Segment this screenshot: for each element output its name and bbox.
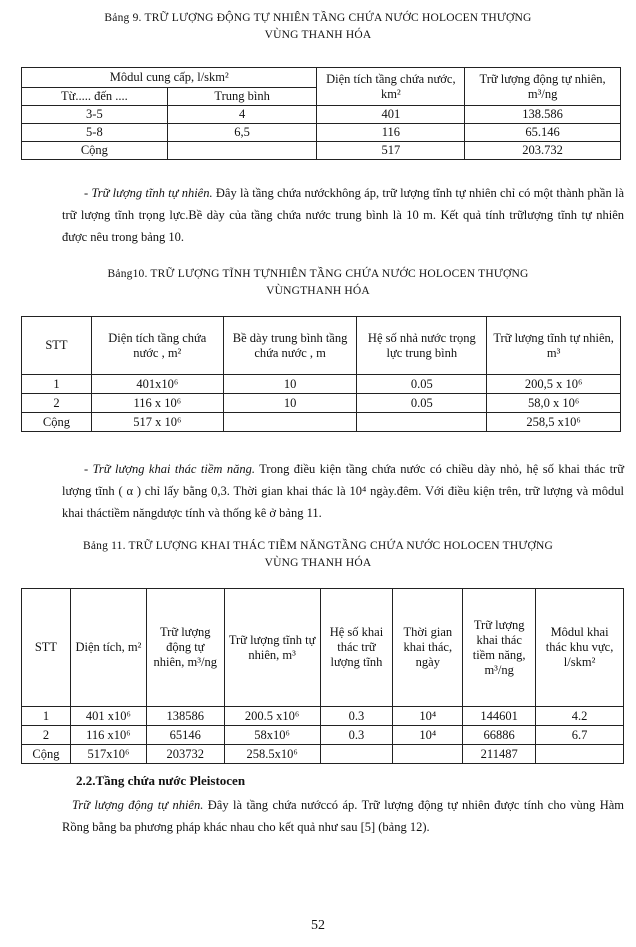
- table10-cell: 401x10⁶: [91, 375, 223, 394]
- paragraph-potential-reserve: [62, 458, 624, 524]
- table9-cell: 6,5: [167, 124, 317, 142]
- page-number: 52: [311, 918, 325, 933]
- table11-header-dynamic: Trữ lượng động tự nhiên, m³/ng: [146, 589, 224, 707]
- table11-caption-line1: Bảng 11. TRỮ LƯỢNG KHAI THÁC TIỀM NĂNGTẦNG CHỨA NƯỚC HOLOCEN THƯỢNG: [82, 540, 554, 552]
- table11-cell: Cộng: [22, 745, 71, 764]
- table9-cell: [167, 142, 317, 160]
- table10-header-reserve: Trữ lượng tĩnh tự nhiên, m³: [487, 317, 621, 375]
- table9-cell: 4: [167, 106, 317, 124]
- table-row: [22, 124, 621, 142]
- table11-cell: 258.5x10⁶: [224, 745, 320, 764]
- table9-header-reserve: Trữ lượng động tự nhiên, m³/ng: [465, 68, 621, 106]
- table10-cell: 258,5 x10⁶: [487, 413, 621, 432]
- table10-cell: [223, 413, 357, 432]
- table11-cell: 4.2: [536, 707, 624, 726]
- table-row: [22, 745, 624, 764]
- table11-caption: [0, 538, 636, 572]
- table10-header-thickness: Bề dày trung bình tầng chứa nước , m: [223, 317, 357, 375]
- table10-caption-line1: Bảng10. TRỮ LƯỢNG TĨNH TỰNHIÊN TẦNG CHỨA NƯỚC HOLOCEN THƯỢNG: [107, 268, 529, 280]
- table11-header-coef: Hệ số khai thác trữ lượng tĩnh: [320, 589, 393, 707]
- table10-cell: 116 x 10⁶: [91, 394, 223, 413]
- paragraph-pleistocene: [62, 794, 624, 838]
- table9-cell: 203.732: [465, 142, 621, 160]
- table11-cell: 10⁴: [393, 707, 463, 726]
- table11-caption-line2: VÙNG THANH HÓA: [264, 557, 372, 569]
- table11-header-potential: Trữ lượng khai thác tiềm năng, m³/ng: [463, 589, 536, 707]
- table11-cell: 116 x10⁶: [70, 726, 146, 745]
- table10-caption: [0, 266, 636, 300]
- table11-cell: 10⁴: [393, 726, 463, 745]
- table-row: [22, 375, 621, 394]
- table11-cell: 401 x10⁶: [70, 707, 146, 726]
- table-row: [22, 106, 621, 124]
- table9: [21, 67, 621, 160]
- paragraph-text: Trong điều kiện tầng chứa nước có chiều dày nhỏ, hệ số khai thác trữ lượng tĩnh ( α ) chỉ lấy bằng 0,3. Thời gian khai thác là 10⁴ ngày.đêm. Với điều kiện trên, trữ lượng và môdul khai tháctiềm năngdược tính và thống kê ở bảng 11.: [62, 462, 624, 520]
- table11-cell: 65146: [146, 726, 224, 745]
- table11-cell: [536, 745, 624, 764]
- section-heading: 2.2.Tầng chứa nước Pleistocen: [76, 773, 246, 788]
- table11-cell: 0.3: [320, 707, 393, 726]
- table11-cell: 1: [22, 707, 71, 726]
- table9-cell: 138.586: [465, 106, 621, 124]
- table9-cell: 116: [317, 124, 465, 142]
- table11-cell: [393, 745, 463, 764]
- table11-header-time: Thời gian khai thác, ngày: [393, 589, 463, 707]
- table-row: [22, 142, 621, 160]
- table10-cell: [357, 413, 487, 432]
- table9-header-modul: Môdul cung cấp, l/skm²: [22, 68, 317, 88]
- table10: [21, 316, 621, 432]
- table11-cell: 517x10⁶: [70, 745, 146, 764]
- paragraph-lead: - Trữ lượng tĩnh tự nhiên.: [84, 186, 213, 200]
- table10-cell: 0.05: [357, 394, 487, 413]
- table9-caption-line1: Bảng 9. TRỮ LƯỢNG ĐỘNG TỰ NHIÊN TẦNG CHỨA NƯỚC HOLOCEN THƯỢNG: [104, 12, 532, 24]
- table10-cell: 0.05: [357, 375, 487, 394]
- table10-cell: 58,0 x 10⁶: [487, 394, 621, 413]
- table11-cell: 203732: [146, 745, 224, 764]
- table-row: [22, 413, 621, 432]
- table11-cell: 66886: [463, 726, 536, 745]
- table11-header-area: Diện tích, m²: [70, 589, 146, 707]
- table11-cell: 138586: [146, 707, 224, 726]
- table11-cell: [320, 745, 393, 764]
- table11-cell: 211487: [463, 745, 536, 764]
- paragraph-static-reserve: [62, 182, 624, 248]
- paragraph-lead: Trữ lượng động tự nhiên.: [72, 798, 204, 812]
- paragraph-text: Đây là tầng chứa nướccó áp. Trữ lượng động tự nhiên được tính cho vùng Hàm Rồng bằng ba phương pháp khác nhau cho kết quả như sau [5] (bảng 12).: [62, 798, 624, 834]
- paragraph-lead: - Trữ lượng khai thác tiềm năng.: [84, 462, 255, 476]
- paragraph-text: Đây là tầng chứa nướckhông áp, trữ lượng tĩnh tự nhiên chỉ có một thành phần là trữ lượng tĩnh trọng lực.Bề dày của tầng chứa nước trung bình là 10 m. Kết quả tính trữlượng tĩnh tự nhiên được nêu trong bảng 10.: [62, 186, 624, 244]
- table9-cell: Cộng: [22, 142, 168, 160]
- table10-header-stt: STT: [22, 317, 92, 375]
- table10-cell: Cộng: [22, 413, 92, 432]
- table9-cell: 65.146: [465, 124, 621, 142]
- table9-cell: 5-8: [22, 124, 168, 142]
- table11-cell: 144601: [463, 707, 536, 726]
- table-row: [22, 726, 624, 745]
- table-row: [22, 707, 624, 726]
- table9-header-avg: Trung bình: [167, 88, 317, 106]
- table11-cell: 6.7: [536, 726, 624, 745]
- table10-header-area: Diện tích tầng chứa nước , m²: [91, 317, 223, 375]
- table10-cell: 10: [223, 394, 357, 413]
- table10-cell: 517 x 10⁶: [91, 413, 223, 432]
- table10-caption-line2: VÙNGTHANH HÓA: [266, 285, 370, 297]
- table9-caption-line2: VÙNG THANH HÓA: [264, 29, 372, 41]
- table9-caption: [0, 10, 636, 44]
- table-row: [22, 394, 621, 413]
- table11-header-static: Trữ lượng tĩnh tự nhiên, m³: [224, 589, 320, 707]
- table9-cell: 3-5: [22, 106, 168, 124]
- table11-cell: 200.5 x10⁶: [224, 707, 320, 726]
- table11: [21, 588, 624, 764]
- table9-header-area: Diện tích tầng chứa nước, km²: [317, 68, 465, 106]
- table10-header-coef: Hệ số nhả nước trọng lực trung bình: [357, 317, 487, 375]
- table9-header-range: Từ..... đến ....: [22, 88, 168, 106]
- table11-header-stt: STT: [22, 589, 71, 707]
- table11-cell: 58x10⁶: [224, 726, 320, 745]
- table9-cell: 401: [317, 106, 465, 124]
- table11-header-modul: Môdul khai thác khu vực, l/skm²: [536, 589, 624, 707]
- table10-cell: 200,5 x 10⁶: [487, 375, 621, 394]
- table11-cell: 0.3: [320, 726, 393, 745]
- table11-cell: 2: [22, 726, 71, 745]
- table10-cell: 2: [22, 394, 92, 413]
- table10-cell: 10: [223, 375, 357, 394]
- table10-cell: 1: [22, 375, 92, 394]
- table9-cell: 517: [317, 142, 465, 160]
